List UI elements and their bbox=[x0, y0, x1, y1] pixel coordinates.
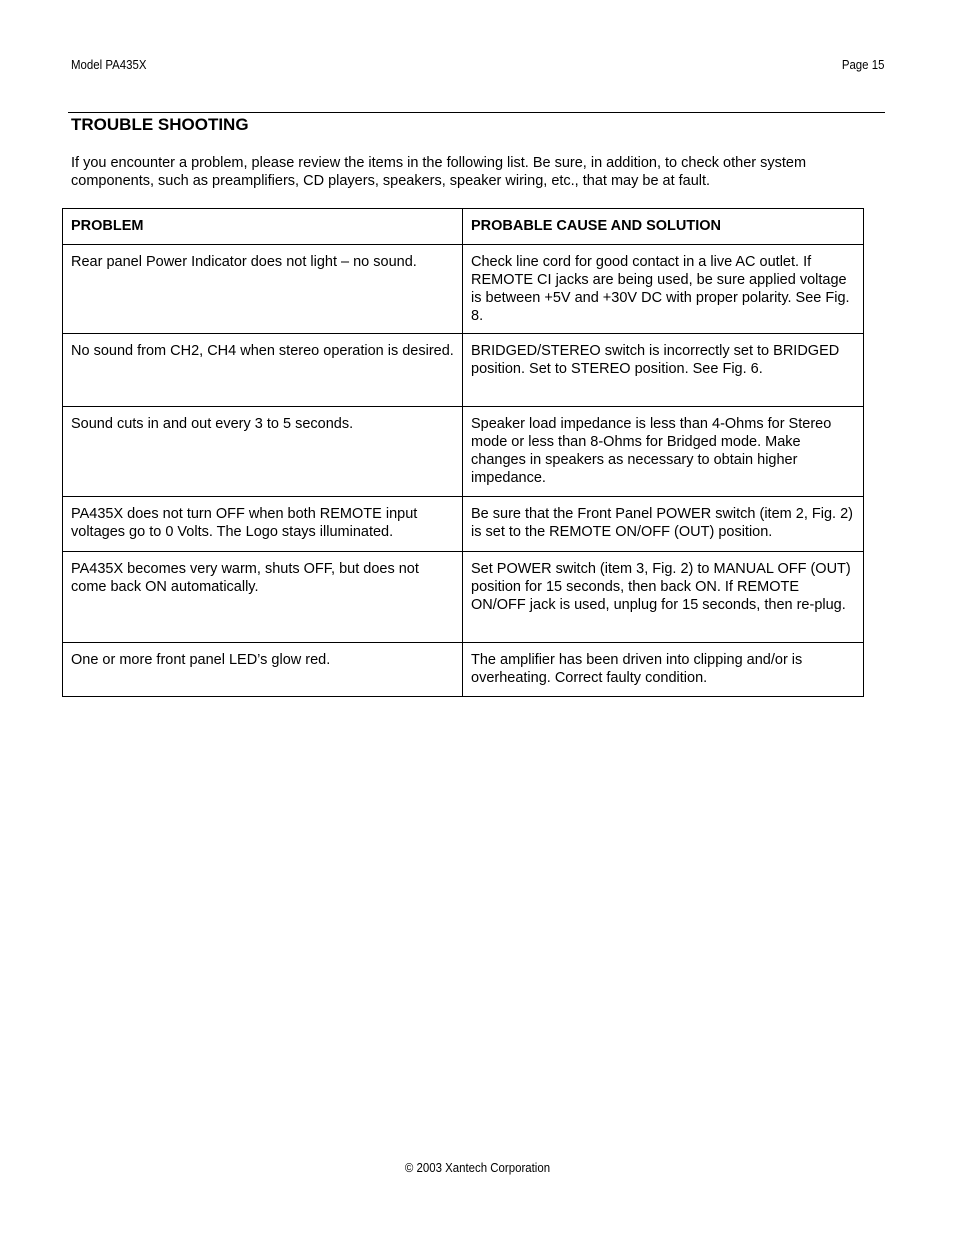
problem-cell: One or more front panel LED’s glow red. bbox=[63, 643, 463, 697]
troubleshooting-table bbox=[62, 208, 864, 697]
problem-cell: PA435X becomes very warm, shuts OFF, but does not come back ON automatically. bbox=[63, 552, 463, 643]
problem-cell: Rear panel Power Indicator does not light – no sound. bbox=[63, 245, 463, 334]
table-row bbox=[63, 497, 864, 552]
table-row bbox=[63, 245, 864, 334]
intro-paragraph: If you encounter a problem, please review the items in the following list. Be sure, in addition, to check other system components, such as preamplifiers, CD players, speakers, speaker wiring, etc., that may be at fault. bbox=[71, 155, 807, 189]
section-title: TROUBLE SHOOTING bbox=[71, 115, 249, 134]
table-row bbox=[63, 334, 864, 407]
copyright-footer bbox=[0, 1160, 954, 1176]
solution-cell: Be sure that the Front Panel POWER switch (item 2, Fig. 2) is set to the REMOTE ON/OFF (OUT) position. bbox=[463, 497, 864, 552]
header-rule bbox=[68, 112, 885, 113]
solution-cell: Speaker load impedance is less than 4-Ohms for Stereo mode or less than 8-Ohms for Bridged mode. Make changes in speakers as necessary to obtain higher impedance. bbox=[463, 407, 864, 497]
problem-column-header: PROBLEM bbox=[63, 209, 463, 245]
copyright-text: © 2003 Xantech Corporation bbox=[404, 1160, 550, 1175]
table-header-row bbox=[63, 209, 864, 245]
solution-column-header: PROBABLE CAUSE AND SOLUTION bbox=[463, 209, 864, 245]
solution-cell: The amplifier has been driven into clipping and/or is overheating. Correct faulty condition. bbox=[463, 643, 864, 697]
solution-cell: BRIDGED/STEREO switch is incorrectly set to BRIDGED position. Set to STEREO position. See Fig. 6. bbox=[463, 334, 864, 407]
solution-cell: Set POWER switch (item 3, Fig. 2) to MANUAL OFF (OUT) position for 15 seconds, then back ON. If REMOTE ON/OFF jack is used, unplug for 15 seconds, then re-plug. bbox=[463, 552, 864, 643]
problem-cell: Sound cuts in and out every 3 to 5 seconds. bbox=[63, 407, 463, 497]
problem-cell: PA435X does not turn OFF when both REMOTE input voltages go to 0 Volts. The Logo stays illuminated. bbox=[63, 497, 463, 552]
table-row bbox=[63, 643, 864, 697]
table-row bbox=[63, 552, 864, 643]
model-label: Model PA435X bbox=[71, 57, 147, 72]
problem-cell: No sound from CH2, CH4 when stereo operation is desired. bbox=[63, 334, 463, 407]
table-row bbox=[63, 407, 864, 497]
page-number: Page 15 bbox=[841, 57, 884, 72]
solution-cell: Check line cord for good contact in a live AC outlet. If REMOTE CI jacks are being used, be sure applied voltage is between +5V and +30V DC with proper polarity. See Fig. 8. bbox=[463, 245, 864, 334]
